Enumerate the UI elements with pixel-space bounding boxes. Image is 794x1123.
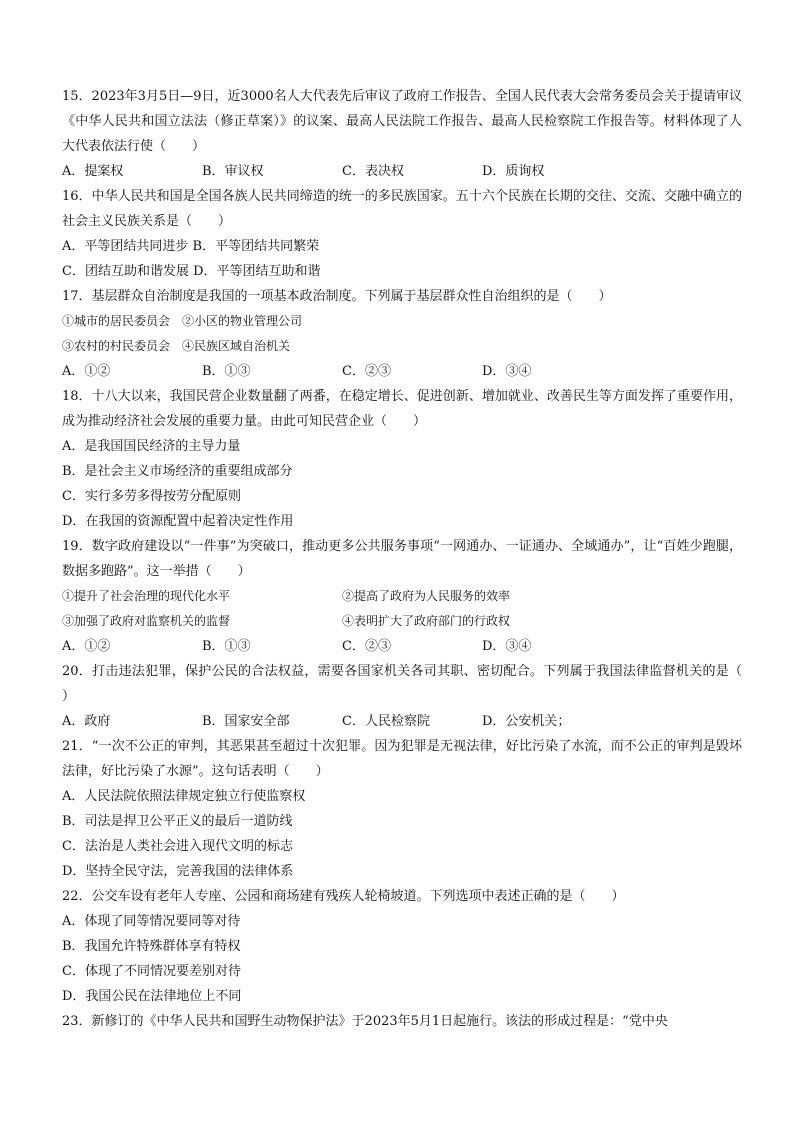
option-a[interactable]: A．是我国国民经济的主导力量 [62, 439, 241, 454]
question-19 [62, 534, 742, 659]
question-18 [62, 384, 742, 534]
question-20 [62, 659, 769, 734]
option-line[interactable]: A．平等团结共同进步 B．平等团结共同繁荣 [62, 239, 320, 254]
option-row [62, 159, 742, 184]
option-a[interactable]: A．提案权 [62, 164, 124, 179]
question-22 [62, 884, 742, 1009]
question-stem: 20．打击违法犯罪，保护公民的合法权益，需要各国家机关各司其职、密切配合。下列属于我国法律监督机关的是（ ） [62, 664, 769, 704]
option-c[interactable]: C．②③ [342, 364, 391, 379]
option-row [62, 359, 742, 384]
option-c[interactable]: C．法治是人类社会进入现代文明的标志 [62, 839, 293, 854]
statement-line: ③农村的村民委员会 ④民族区域自治机关 [62, 339, 291, 353]
statement-1: ①提升了社会治理的现代化水平 [62, 589, 231, 603]
statement-line: ①城市的居民委员会 ②小区的物业管理公司 [62, 314, 303, 328]
question-stem: 17．基层群众自治制度是我国的一项基本政治制度。下列属于基层群众性自治组织的是（ ） [62, 289, 612, 304]
question-stem: 18．十八大以来，我国民营企业数量翻了两番，在稳定增长、促进创新、增加就业、改善民生等方面发挥了重要作用，成为推动经济社会发展的重要力量。由此可知民营企业（ ） [62, 389, 742, 429]
question-stem: 23．新修订的《中华人民共和国野生动物保护法》于2023年5月1日起施行。该法的形成过程是：“党中央 [62, 1014, 668, 1029]
option-c[interactable]: C．实行多劳多得按劳分配原则 [62, 489, 241, 504]
option-d[interactable]: D．③④ [482, 639, 532, 654]
option-b[interactable]: B．审议权 [202, 164, 264, 179]
option-a[interactable]: A．政府 [62, 714, 111, 729]
option-d[interactable]: D．我国公民在法律地位上不同 [62, 989, 242, 1004]
option-b[interactable]: B．①③ [202, 364, 251, 379]
question-stem: 21．“一次不公正的审判，其恶果甚至超过十次犯罪。因为犯罪是无视法律，好比污染了水流，而不公正的审判是毁坏法律，好比污染了水源”。这句话表明（ ） [62, 739, 742, 779]
question-stem: 15．2023年3月5日—9日，近3000名人大代表先后审议了政府工作报告、全国人民代表大会常务委员会关于提请审议《中华人民共和国立法法（修正草案）》的议案、最高人民法院工作报告、最高人民检察院工作报告等。材料体现了人大代表依法行使（ ） [62, 89, 742, 154]
question-16 [62, 184, 742, 284]
question-17 [62, 284, 742, 384]
statement-row [62, 609, 742, 634]
statement-row [62, 584, 742, 609]
question-15 [62, 84, 742, 184]
exam-page [62, 84, 769, 1034]
option-b[interactable]: B．①③ [202, 639, 251, 654]
option-row [62, 709, 742, 734]
option-line[interactable]: C．团结互助和谐发展 D．平等团结互助和谐 [62, 264, 321, 279]
option-d[interactable]: D．坚持全民守法，完善我国的法律体系 [62, 864, 294, 879]
option-a[interactable]: A．①② [62, 639, 111, 654]
question-23 [62, 1009, 742, 1034]
question-stem: 19．数字政府建设以“一件事”为突破口，推动更多公共服务事项“一网通办、一证通办、全域通办”，让“百姓少跑腿，数据多跑路”。这一举措（ ） [62, 539, 742, 579]
question-stem: 16．中华人民共和国是全国各族人民共同缔造的统一的多民族国家。五十六个民族在长期的交往、交流、交融中确立的社会主义民族关系是（ ） [62, 189, 742, 229]
option-c[interactable]: C．②③ [342, 639, 391, 654]
option-a[interactable]: A．体现了同等情况要同等对待 [62, 914, 241, 929]
option-b[interactable]: B．我国允许特殊群体享有特权 [62, 939, 241, 954]
statement-2: ②提高了政府为人民服务的效率 [342, 589, 511, 603]
option-c[interactable]: C．人民检察院 [342, 714, 430, 729]
option-b[interactable]: B．是社会主义市场经济的重要组成部分 [62, 464, 293, 479]
question-stem: 22．公交车设有老年人专座、公园和商场建有残疾人轮椅坡道。下列选项中表述正确的是（ ） [62, 889, 625, 904]
question-21 [62, 734, 742, 884]
option-b[interactable]: B．国家安全部 [202, 714, 290, 729]
option-a[interactable]: A．①② [62, 364, 111, 379]
option-d[interactable]: D．③④ [482, 364, 532, 379]
option-d[interactable]: D．公安机关； [482, 714, 571, 729]
option-d[interactable]: D．在我国的资源配置中起着决定性作用 [62, 514, 294, 529]
option-c[interactable]: C．体现了不同情况要差别对待 [62, 964, 241, 979]
option-c[interactable]: C．表决权 [342, 164, 404, 179]
option-d[interactable]: D．质询权 [482, 164, 545, 179]
option-b[interactable]: B．司法是捍卫公平正义的最后一道防线 [62, 814, 293, 829]
statement-3: ③加强了政府对监察机关的监督 [62, 614, 231, 628]
option-a[interactable]: A．人民法院依照法律规定独立行使监察权 [62, 789, 306, 804]
statement-4: ④表明扩大了政府部门的行政权 [342, 614, 511, 628]
option-row [62, 634, 742, 659]
